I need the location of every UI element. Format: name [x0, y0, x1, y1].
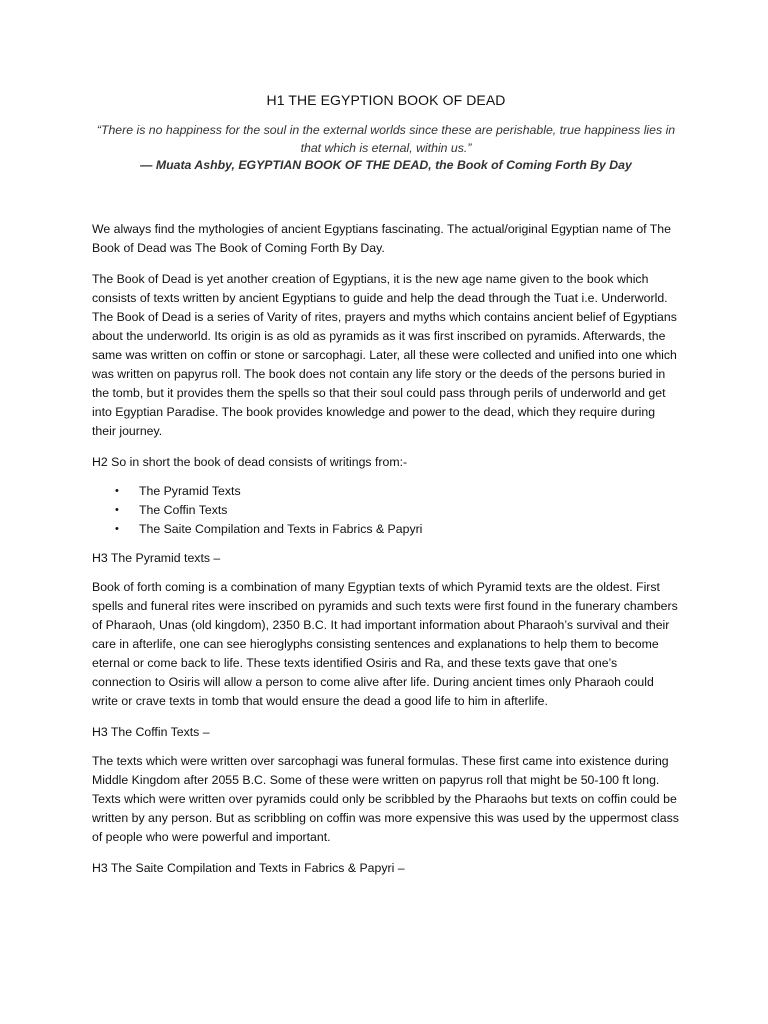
- document-content: [92, 90, 680, 888]
- paragraph-pyramid-texts: Book of forth coming is a combination of many Egyptian texts of which Pyramid texts are the oldest. First spells and funeral rites were inscribed on pyramids and such texts were first found in the funerary chambers of Pharaoh, Unas (old kingdom), 2350 B.C. It had important information about Pharaoh’s survival and their care in afterlife, one can see hieroglyphs consisting sentences and explanations to help them to become eternal or come back to life. These texts identified Osiris and Ra, and these texts gave that one’s connection to Osiris will allow a person to come alive after life. During ancient times only Pharaoh could write or crave texts in tomb that would ensure the dead a good life to him in afterlife.: [92, 579, 678, 708]
- writings-list: [92, 482, 680, 539]
- epigraph-attribution: ― Muata Ashby, EGYPTIAN BOOK OF THE DEAD, the Book of Coming Forth By Day: [140, 158, 632, 172]
- list-item: [92, 482, 680, 501]
- epigraph-quote: “There is no happiness for the soul in the external worlds since these are perishable, true happiness lies in that which is eternal, within us.”: [96, 123, 676, 155]
- list-item: [92, 501, 680, 520]
- section-heading-h2: H2 So in short the book of dead consists of writings from:-: [92, 454, 408, 469]
- section-heading-pyramid-texts: H3 The Pyramid texts –: [92, 550, 221, 565]
- document-title: H1 THE EGYPTION BOOK OF DEAD: [266, 92, 506, 108]
- bullet-icon: •: [115, 484, 119, 497]
- list-item-label: The Saite Compilation and Texts in Fabrics & Papyri: [139, 521, 423, 536]
- list-item-label: The Coffin Texts: [139, 502, 228, 517]
- list-item: [92, 520, 680, 539]
- paragraph-overview: The Book of Dead is yet another creation of Egyptians, it is the new age name given to the book which consists of texts written by ancient Egyptians to guide and help the dead through the Tuat i.e. Underworld. The Book of Dead is a series of Varity of rites, prayers and myths which contains ancient belief of Egyptians about the underworld. Its origin is as old as pyramids as it was first inscribed on pyramids. Afterwards, the same was written on coffin or stone or sarcophagi. Later, all these were collected and unified into one which was written on papyrus roll. The book does not contain any life story or the deeds of the persons buried in the tomb, but it provides them the spells so that their soul could pass through perils of underworld and get into Egyptian Paradise. The book provides knowledge and power to the dead, which they require during their journey.: [92, 271, 677, 438]
- section-heading-coffin-texts: H3 The Coffin Texts –: [92, 724, 210, 739]
- paragraph-coffin-texts: The texts which were written over sarcophagi was funeral formulas. These first came into existence during Middle Kingdom after 2055 B.C. Some of these were written on papyrus roll that might be 50-100 ft long. Texts which were written over pyramids could only be scribbled by the Pharaohs but texts on coffin could be written by any person. But as scribbling on coffin was more expensive this was used by the uppermost class of people who were powerful and important.: [92, 753, 679, 844]
- list-item-label: The Pyramid Texts: [139, 483, 241, 498]
- bullet-icon: •: [115, 522, 119, 535]
- paragraph-intro: We always find the mythologies of ancient Egyptians fascinating. The actual/original Egyptian name of The Book of Dead was The Book of Coming Forth By Day.: [92, 221, 671, 255]
- bullet-icon: •: [115, 503, 119, 516]
- document-body: [92, 220, 680, 878]
- section-heading-saite-compilation: H3 The Saite Compilation and Texts in Fabrics & Papyri –: [92, 860, 405, 875]
